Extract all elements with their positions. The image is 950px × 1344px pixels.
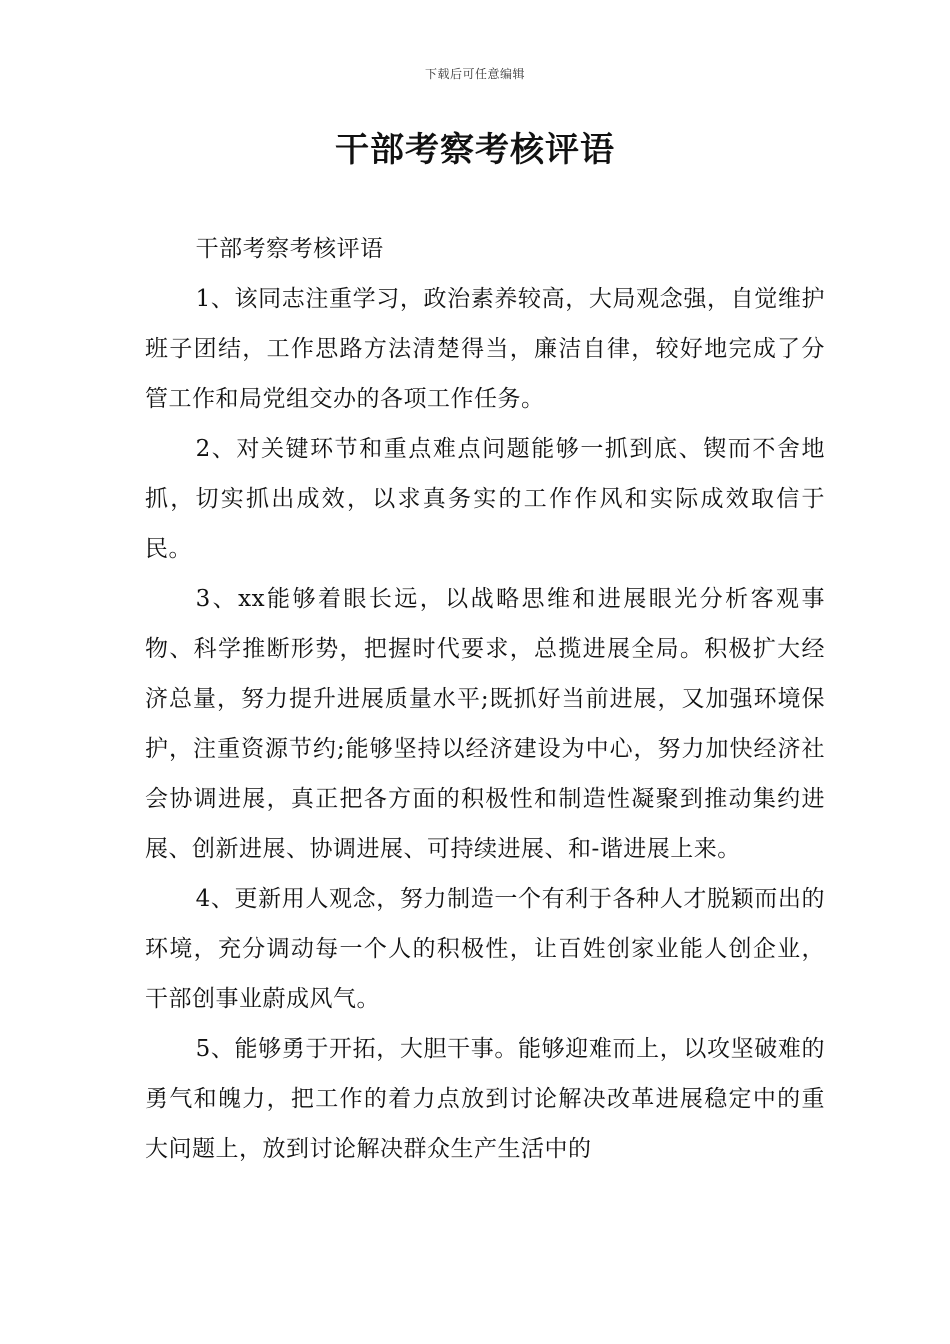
paragraph-1: 1、该同志注重学习，政治素养较高，大局观念强，自觉维护班子团结，工作思路方法清楚得当，廉洁自律，较好地完成了分管工作和局党组交办的各项工作任务。 [145,286,825,412]
paragraph-4: 4、更新用人观念，努力制造一个有利于各种人才脱颖而出的环境，充分调动每一个人的积极性，让百姓创家业能人创企业，干部创事业蔚成风气。 [145,886,825,1012]
paragraph-3: 3、xx能够着眼长远，以战略思维和进展眼光分析客观事物、科学推断形势，把握时代要求，总揽进展全局。积极扩大经济总量，努力提升进展质量水平;既抓好当前进展，又加强环境保护，注重资源节约;能够坚持以经济建设为中心，努力加快经济社会协调进展，真正把各方面的积极性和制造性凝聚到推动集约进展、创新进展、协调进展、可持续进展、和-谐进展上来。 [145,586,825,862]
header-note: 下载后可任意编辑 [424,67,525,81]
paragraph-2: 2、对关键环节和重点难点问题能够一抓到底、锲而不舍地抓，切实抓出成效，以求真务实的工作作风和实际成效取信于民。 [145,436,825,562]
paragraph-5: 5、能够勇于开拓，大胆干事。能够迎难而上，以攻坚破难的勇气和魄力，把工作的着力点放到讨论解决改革进展稳定中的重大问题上，放到讨论解决群众生产生活中的 [145,1036,825,1162]
document-title: 干部考察考核评语 [335,130,615,170]
paragraph-subtitle: 干部考察考核评语 [195,236,384,262]
document-body [145,224,825,1174]
